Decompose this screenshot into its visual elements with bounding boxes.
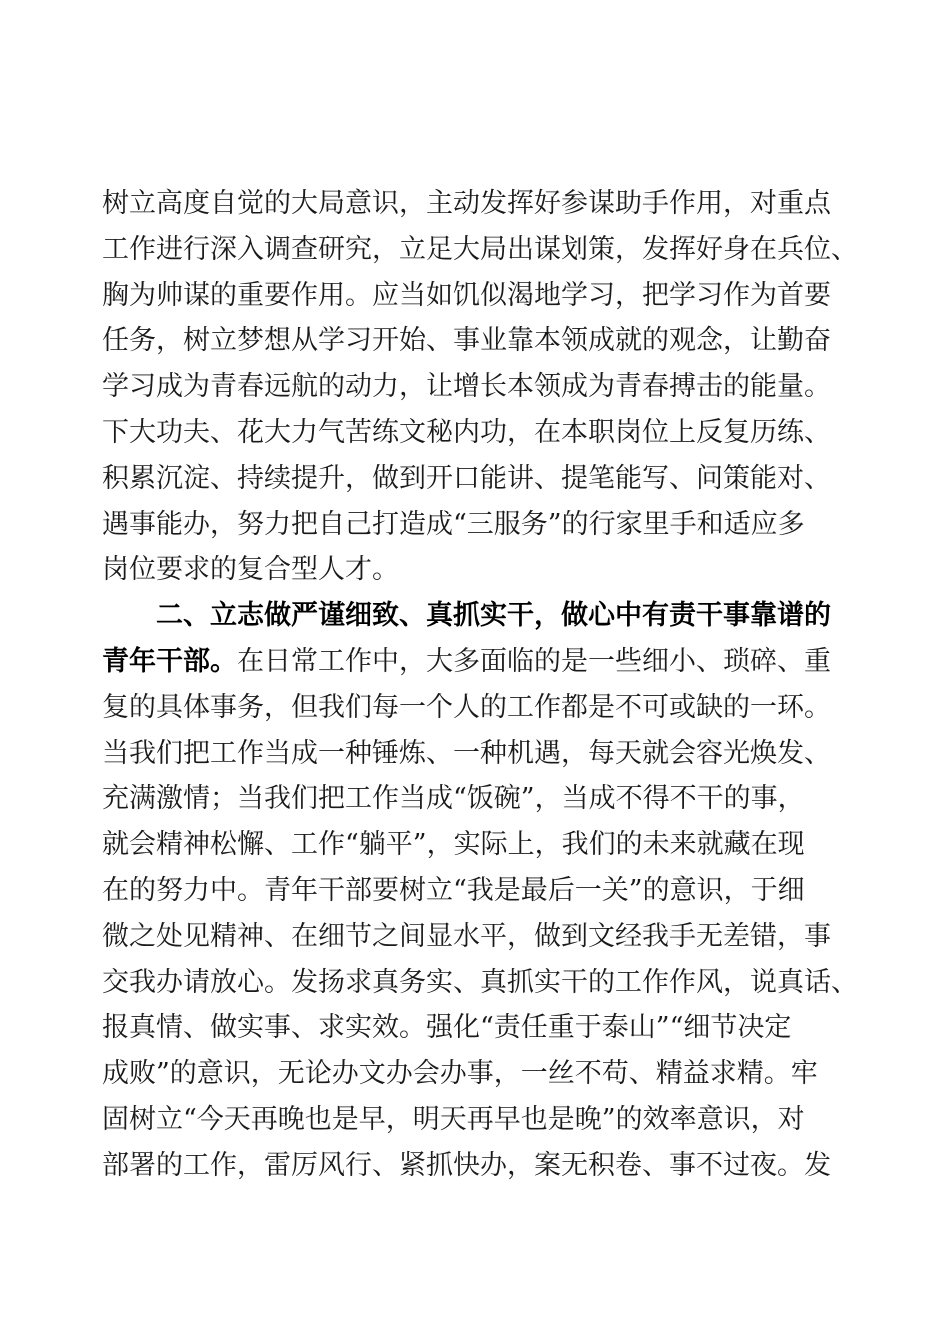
paragraph-line: 学习成为青春远航的动力，让增长本领成为青春搏击的能量。 bbox=[102, 371, 831, 403]
paragraph-line: 岗位要求的复合型人才。 bbox=[102, 554, 399, 586]
body-text bbox=[102, 181, 862, 1189]
section-heading-continuation bbox=[102, 639, 862, 685]
paragraph-line: 积累沉淀、持续提升，做到开口能讲、提笔能写、问策能对、 bbox=[102, 462, 831, 494]
paragraph-line: 微之处见精神、在细节之间显水平，做到文经我手无差错，事 bbox=[102, 920, 831, 952]
paragraph-line: 当我们把工作当成一种锤炼、一种机遇，每天就会容光焕发、 bbox=[102, 737, 831, 769]
paragraph-line: 树立高度自觉的大局意识，主动发挥好参谋助手作用，对重点 bbox=[102, 188, 831, 219]
paragraph-line: 工作进行深入调查研究，立足大局出谋划策，发挥好身在兵位、 bbox=[102, 233, 858, 265]
paragraph-line: 固树立“今天再晚也是早，明天再早也是晚”的效率意识，对 bbox=[102, 1103, 805, 1135]
paragraph-line: 在的努力中。青年干部要树立“我是最后一关”的意识，于细 bbox=[102, 874, 805, 906]
paragraph-line: 下大功夫、花大力气苦练文秘内功，在本职岗位上反复历练、 bbox=[102, 416, 831, 448]
paragraph-line: 就会精神松懈、工作“躺平”，实际上，我们的未来就藏在现 bbox=[102, 829, 805, 861]
paragraph-line: 遇事能办，努力把自己打造成“三服务”的行家里手和适应多 bbox=[102, 508, 805, 540]
paragraph-line: 充满激情；当我们把工作当成“饭碗”，当成不得不干的事， bbox=[102, 783, 805, 815]
paragraph-line: 报真情、做实事、求实效。强化“责任重于泰山”“细节决定 bbox=[102, 1012, 792, 1044]
paragraph-line: 成败”的意识，无论办文办会办事，一丝不苟、精益求精。牢 bbox=[102, 1058, 818, 1090]
paragraph-text: 在日常工作中，大多面临的是一些细小、琐碎、重 bbox=[237, 645, 831, 677]
section-heading-end: 青年干部。 bbox=[102, 645, 237, 677]
paragraph-line: 胸为帅谋的重要作用。应当如饥似渴地学习，把学习作为首要 bbox=[102, 279, 831, 311]
paragraph-line: 交我办请放心。发扬求真务实、真抓实干的工作作风，说真话、 bbox=[102, 966, 858, 998]
paragraph-line: 部署的工作，雷厉风行、紧抓快办，案无积卷、事不过夜。发 bbox=[102, 1149, 831, 1181]
section-heading: 二、立志做严谨细致、真抓实干，做心中有责干事靠谱的 bbox=[156, 600, 831, 632]
paragraph-line: 复的具体事务，但我们每一个人的工作都是不可或缺的一环。 bbox=[102, 691, 831, 723]
paragraph-line: 任务，树立梦想从学习开始、事业靠本领成就的观念，让勤奋 bbox=[102, 325, 831, 357]
